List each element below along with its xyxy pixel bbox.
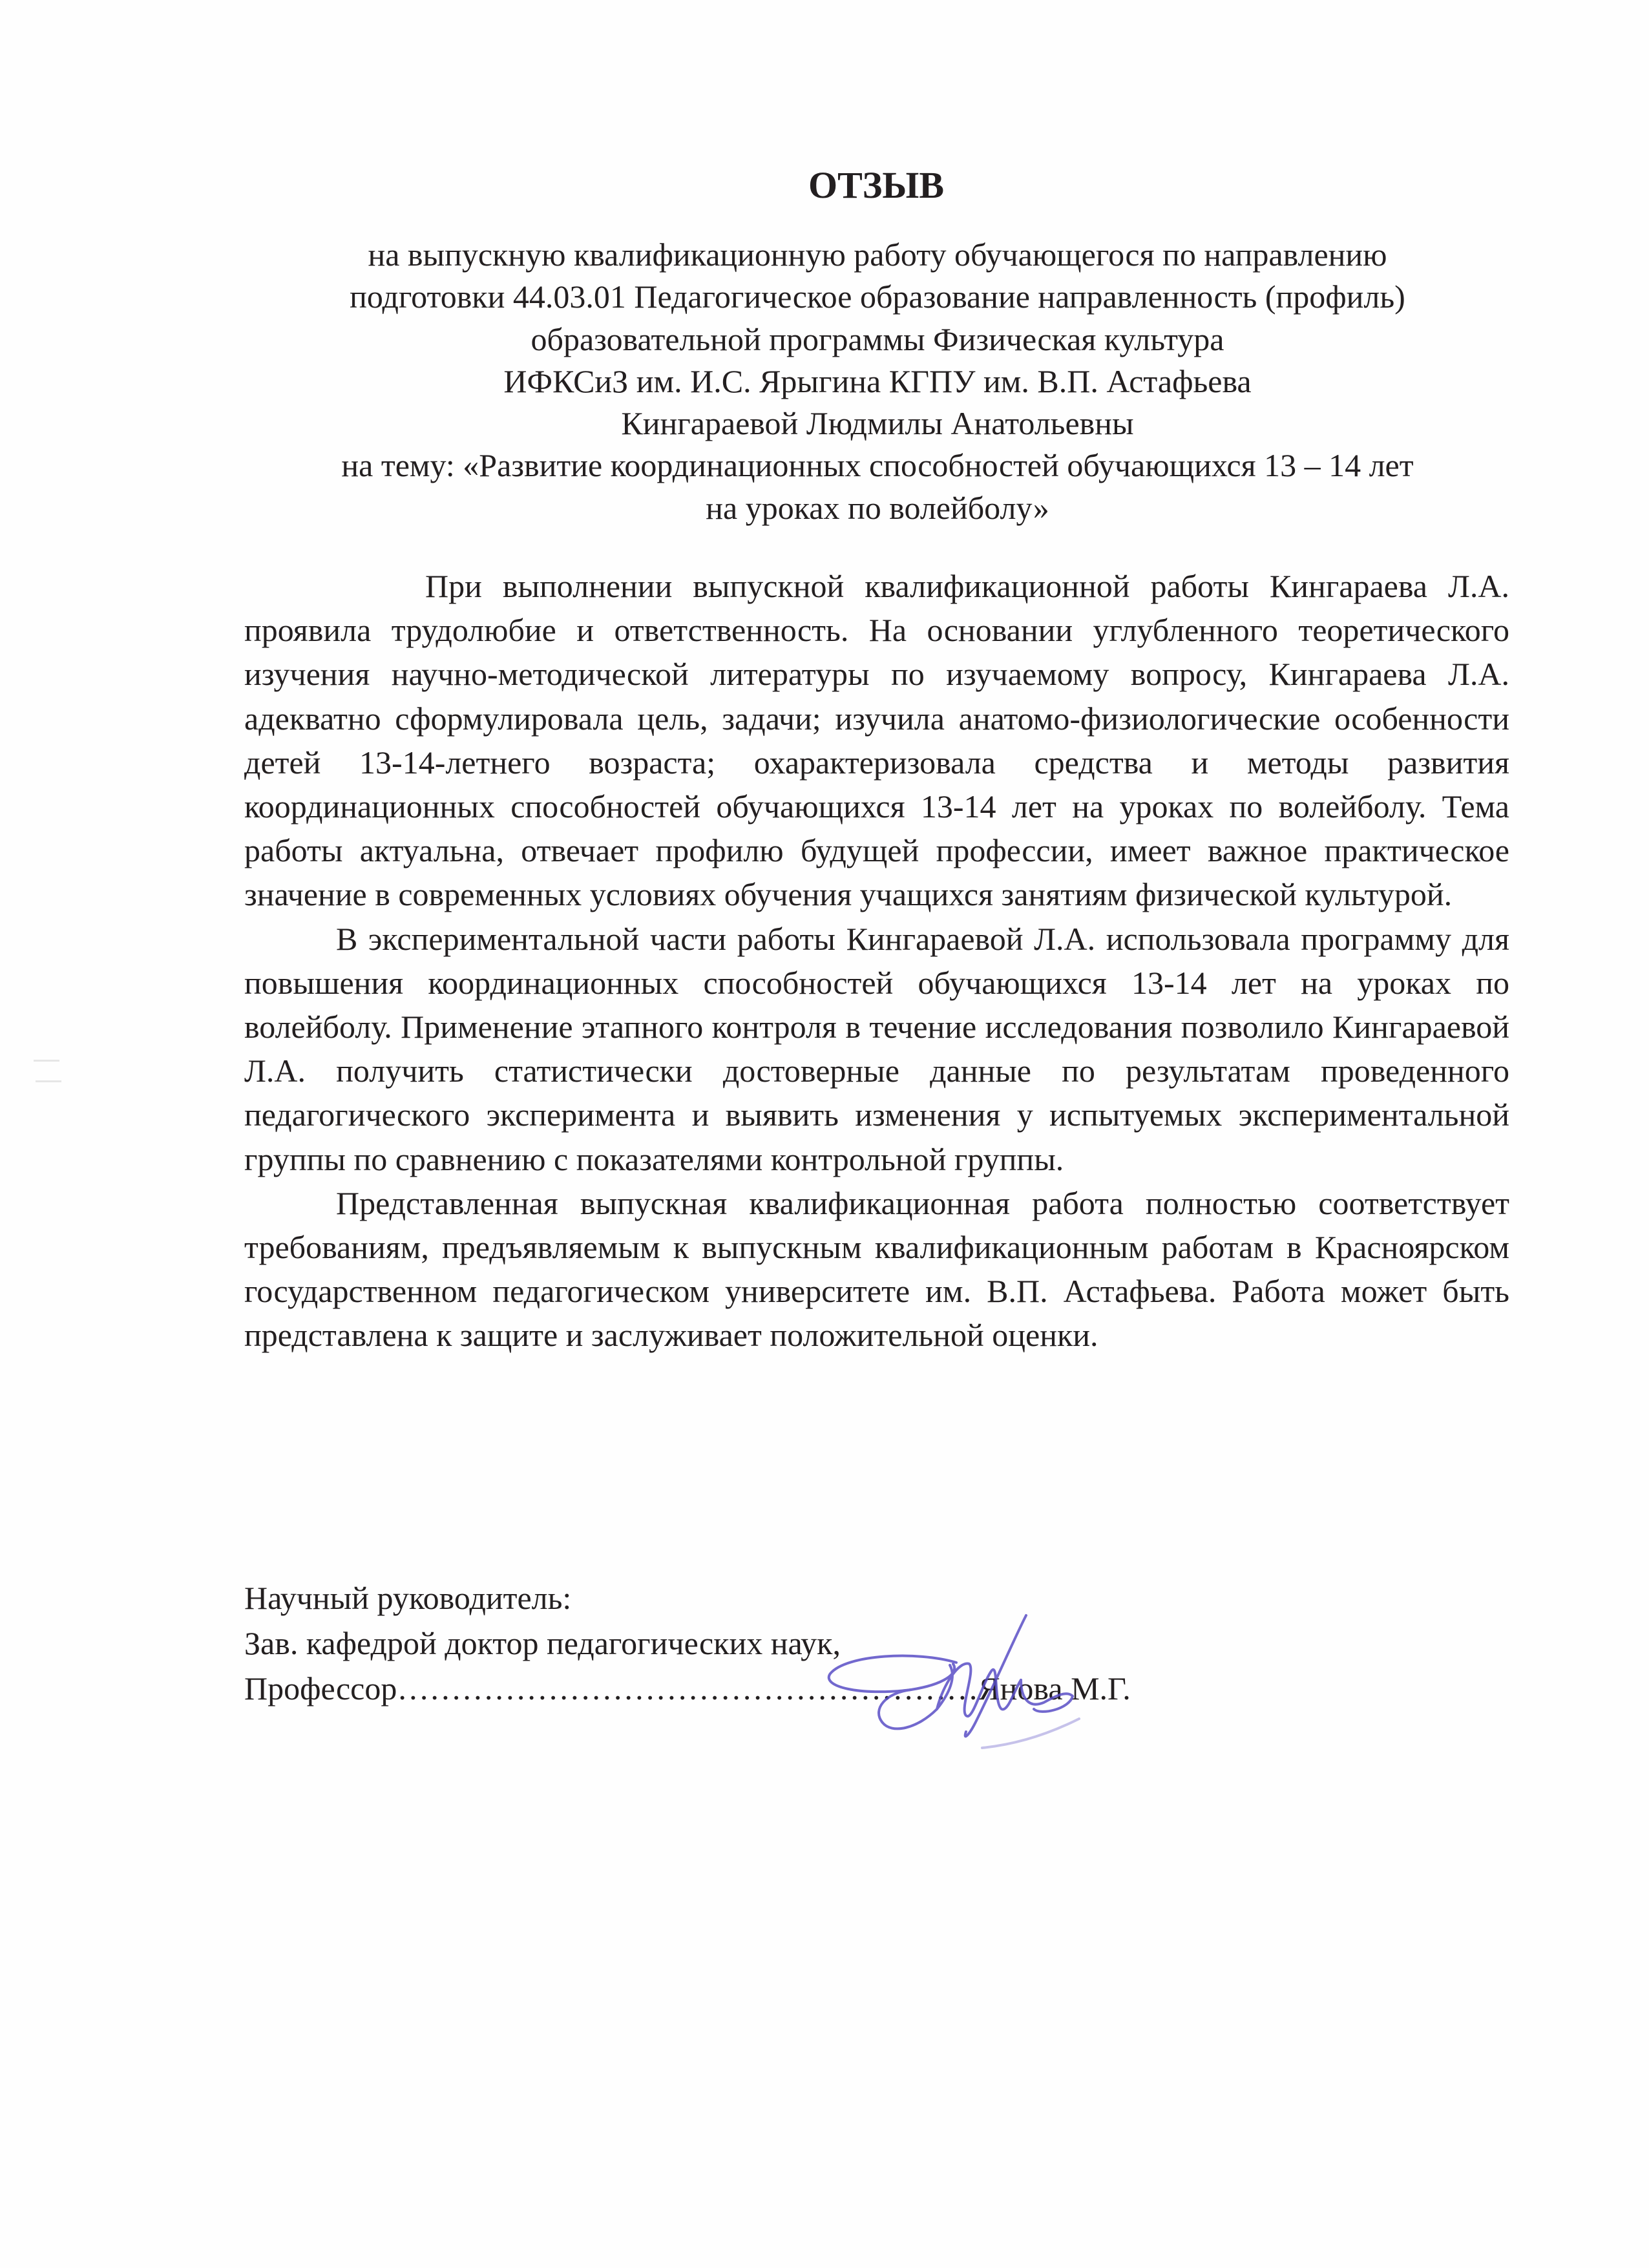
document-header [244,234,1511,529]
document-title: ОТЗЫВ [808,164,945,206]
supervisor-position: Зав. кафедрой доктор педагогических наук, [244,1625,841,1661]
supervisor-label: Научный руководитель: [244,1580,572,1616]
header-line: подготовки 44.03.01 Педагогическое образование направленность (профиль) [350,278,1405,315]
review-body [244,564,1509,1358]
scan-artifact [36,1080,61,1082]
signature-block [244,1575,1343,1711]
supervisor-name: Янова М.Г. [978,1670,1131,1706]
signature-stroke [982,1719,1079,1748]
thesis-topic-line: на тему: «Развитие координационных способностей обучающихся 13 – 14 лет [341,447,1414,484]
signature-stroke [1021,1680,1073,1712]
paragraph: При выполнении выпускной квалификационной работы Кингараева Л.А. проявила трудолюбие и ответственность. На основании углубленного теоретического изучения научно-методической литературы по изучаемому вопросу, Кингараева Л.А. адекватно сформулировала цель, задачи; изучила анатомо-физиологические особенности детей 13-14-летнего возраста; охарактеризовала средства и методы развития координационных способностей обучающихся 13-14 лет на уроках по волейболу. Тема работы актуальна, отвечает профилю будущей профессии, имеет важное практическое значение в современных условиях обучения учащихся занятиям физической культурой. [244,568,1509,913]
supervisor-line [244,1666,1343,1711]
paragraph: Представленная выпускная квалификационная работа полностью соответствует требованиям, предъявляемым к выпускным квалификационным работам в Красноярском государственном педагогическом университете им. В.П. Астафьева. Работа может быть представлена к защите и заслуживает положительной оценки. [244,1184,1509,1354]
student-name: Кингараевой Людмилы Анатольевны [621,405,1134,442]
header-line: ИФКСиЗ им. И.С. Ярыгина КГПУ им. В.П. Астафьева [503,362,1252,399]
supervisor-title: Профессор [244,1670,397,1706]
thesis-topic-line: на уроках по волейболу» [706,489,1049,526]
handwritten-signature [821,1612,1111,1767]
header-line: на выпускную квалификационную работу обучающегося по направлению [368,236,1387,273]
signature-dots: ……………………………………………… [397,1670,979,1706]
signature-stroke [829,1656,956,1692]
header-line: образовательной программы Физическая культура [530,320,1224,357]
paragraph: В экспериментальной части работы Кингараевой Л.А. использовала программу для повышения координационных способностей обучающихся 13-14 лет на уроках по волейболу. Применение этапного контроля в течение исследования позволило Кингараевой Л.А. получить статистически достоверные данные по результатам проведенного педагогического эксперимента и выявить изменения у испытуемых экспериментальной группы по сравнению с показателями контрольной группы. [244,920,1509,1177]
scan-artifact [34,1060,59,1062]
